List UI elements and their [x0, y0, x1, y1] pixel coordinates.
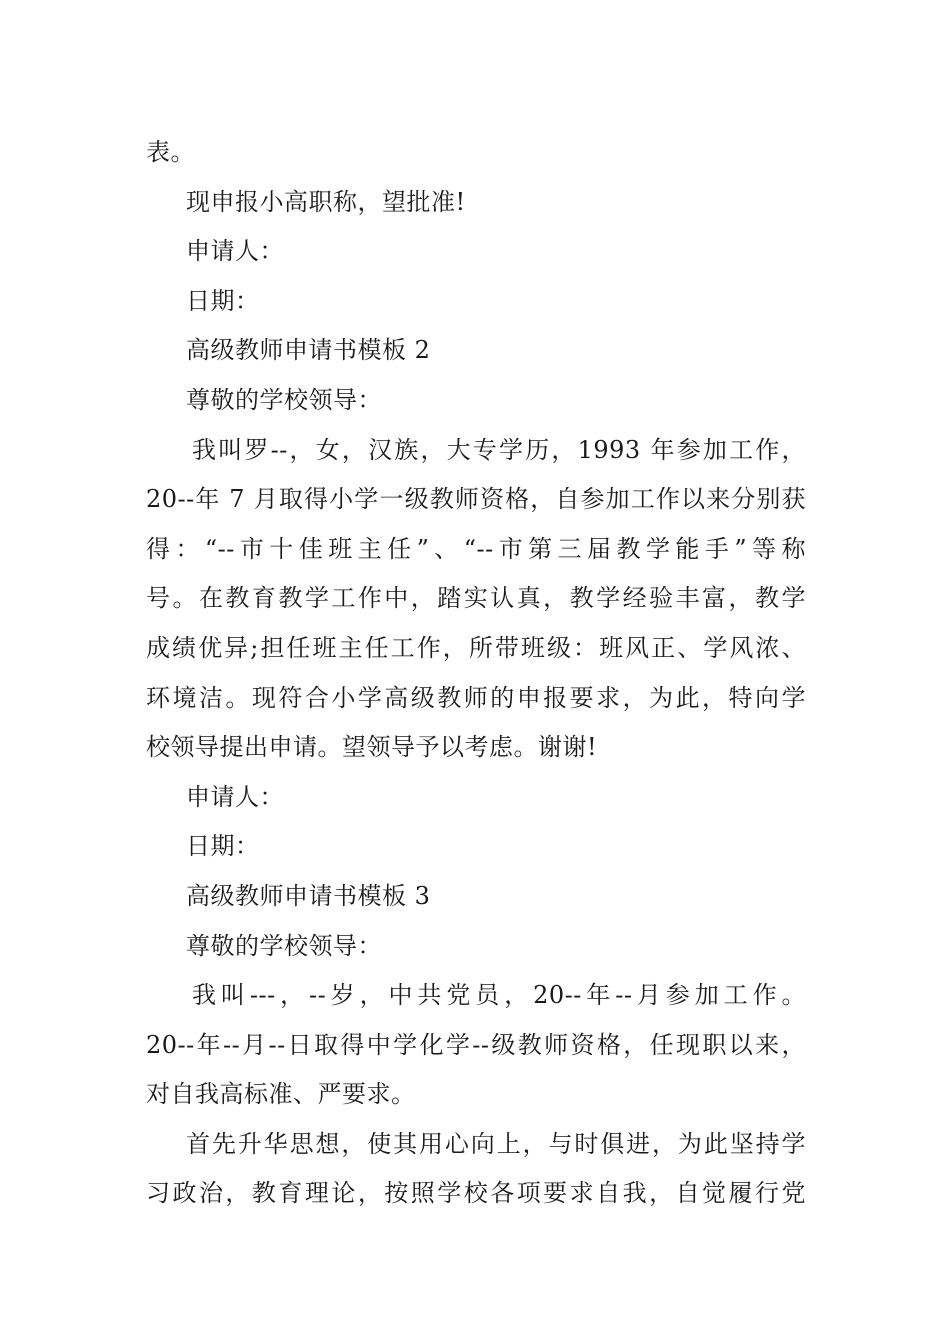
paragraph-line: 首先升华思想，使其用心向上，与时俱进，为此坚持学 [186, 1129, 806, 1158]
paragraph-line: 20--年--月--日取得中学化学--级教师资格，任现职以来， [146, 1030, 806, 1059]
date-label: 日期： [186, 832, 260, 861]
paragraph-line: 成绩优异;担任班主任工作，所带班级：班风正、学风浓、 [146, 633, 806, 662]
section-heading: 高级教师申请书模板 2 [186, 336, 431, 365]
paragraph-line: 我叫---，--岁，中共党员，20--年--月参加工作。 [192, 981, 806, 1010]
date-label: 日期： [186, 286, 260, 315]
paragraph-line: 习政治，教育理论，按照学校各项要求自我，自觉履行党 [146, 1179, 806, 1208]
signature-label: 申请人： [186, 237, 284, 266]
signature-label: 申请人： [186, 782, 284, 811]
section-heading: 高级教师申请书模板 3 [186, 881, 431, 910]
paragraph-line: 20--年 7 月取得小学一级教师资格，自参加工作以来分别获 [146, 485, 806, 514]
paragraph-line: 我叫罗--，女，汉族，大专学历，1993 年参加工作， [192, 435, 806, 464]
paragraph-line: 号。在教育教学工作中，踏实认真，教学经验丰富，教学 [146, 584, 806, 613]
paragraph-line: 校领导提出申请。望领导予以考虑。谢谢! [146, 733, 598, 762]
document-body [146, 128, 806, 1219]
paragraph-line: 得：“--市十佳班主任”、“--市第三届教学能手”等称 [146, 534, 806, 563]
salutation: 尊敬的学校领导： [186, 385, 382, 414]
salutation: 尊敬的学校领导： [186, 931, 382, 960]
paragraph-line: 对自我高标准、严要求。 [146, 1080, 416, 1109]
text-line: 现申报小高职称，望批准! [186, 187, 466, 216]
paragraph-line: 环境洁。现符合小学高级教师的申报要求，为此，特向学 [146, 683, 806, 712]
text-line: 表。 [146, 138, 195, 166]
